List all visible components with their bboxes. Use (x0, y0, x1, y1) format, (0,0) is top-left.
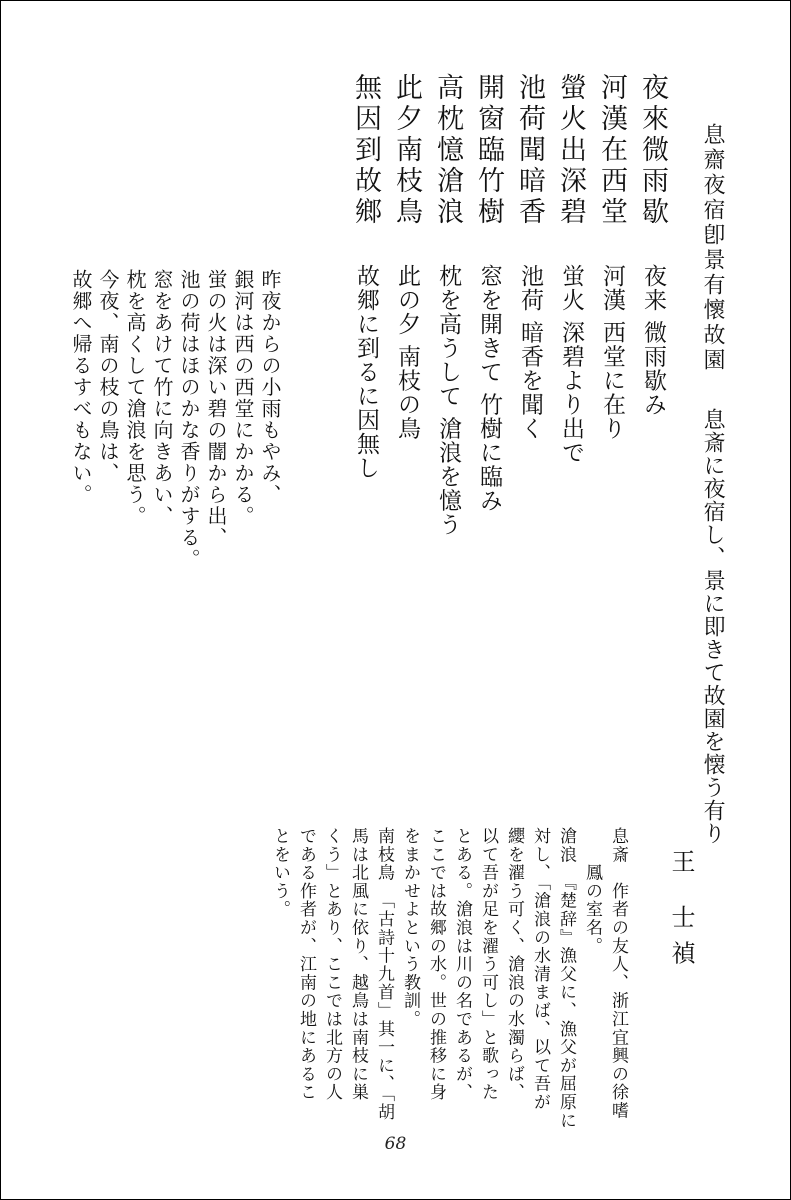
translation-line: 窓をあけて竹に向きあい、 (150, 269, 174, 527)
original-line: 河漢在西堂 (596, 73, 627, 228)
original-line: 螢火出深碧 (555, 73, 586, 228)
translation-line: 蛍の火は深い碧の闇から出、 (204, 269, 228, 549)
original-line: 夜來微雨歇 (637, 73, 668, 228)
original-line: 無因到故鄉 (350, 73, 381, 228)
original-line: 高枕憶滄浪 (432, 73, 463, 228)
reading-line: 故郷に到るに因無し (353, 264, 379, 480)
note-line: 南枝鳥 「古詩十九首」其一に、「胡 (374, 827, 394, 1122)
translation-line: 池の荷はほのかな香りがする。 (177, 269, 201, 570)
note-line: 纓を濯う可く、滄浪の水濁らば、 (504, 827, 524, 1102)
note-line: 馬は北風に依り、越鳥は南枝に巣 (348, 827, 368, 1102)
note-line: 滄浪 『楚辞』漁父に、漁父が屈原に (556, 827, 576, 1130)
note-line: とをいう。 (270, 827, 290, 919)
translation-line: 昨夜からの小雨もやみ、 (258, 269, 282, 506)
original-line: 此夕南枝鳥 (391, 73, 422, 228)
reading-line: 此の夕 南枝の鳥 (394, 264, 420, 441)
translation-line: 銀河は西の西堂にかかる。 (231, 269, 255, 527)
author-name: 王 士禎 (667, 849, 695, 977)
reading-line: 窓を開きて 竹樹に臨み (476, 264, 502, 513)
note-line: 鳳の室名。 (582, 827, 602, 956)
note-line: 息斎 作者の友人、浙江宜興の徐嗜 (608, 827, 628, 1120)
translation-line: 枕を高くして滄浪を思う。 (123, 269, 147, 527)
reading-line: 夜来 微雨歇み (640, 264, 666, 417)
original-line: 池荷聞暗香 (514, 73, 545, 228)
poem-title: 息齋夜宿卽景有懷故園 (700, 123, 725, 373)
note-line: とある。滄浪は川の名であるが、 (452, 827, 472, 1102)
translation-line: 故郷へ帰るすべもない。 (69, 269, 93, 506)
poem-title-reading: 息斎に夜宿し、景に即きて故園を懐う有り (700, 408, 726, 845)
note-line: 対し、「滄浪の水清まば、以て吾が (530, 827, 550, 1112)
page-number: 68 (384, 1134, 407, 1154)
note-line: 以て吾が足を濯う可し」と歌った (478, 827, 498, 1102)
translation-line: 今夜、南の枝の鳥は、 (96, 269, 120, 484)
reading-line: 枕を高うして 滄浪を憶う (435, 264, 461, 537)
reading-line: 蛍火 深碧より出で (558, 264, 584, 465)
note-line: をまかせよという教訓。 (400, 827, 420, 1029)
original-line: 開窗臨竹樹 (473, 73, 504, 228)
reading-line: 河漢 西堂に在り (599, 264, 625, 441)
note-line: くう」とあり、ここでは北方の人 (322, 827, 342, 1102)
note-line: ここでは故郷の水。世の推移に身 (426, 827, 446, 1102)
note-line: である作者が、江南の地にあるこ (296, 827, 316, 1102)
reading-line: 池荷 暗香を聞く (517, 264, 543, 441)
